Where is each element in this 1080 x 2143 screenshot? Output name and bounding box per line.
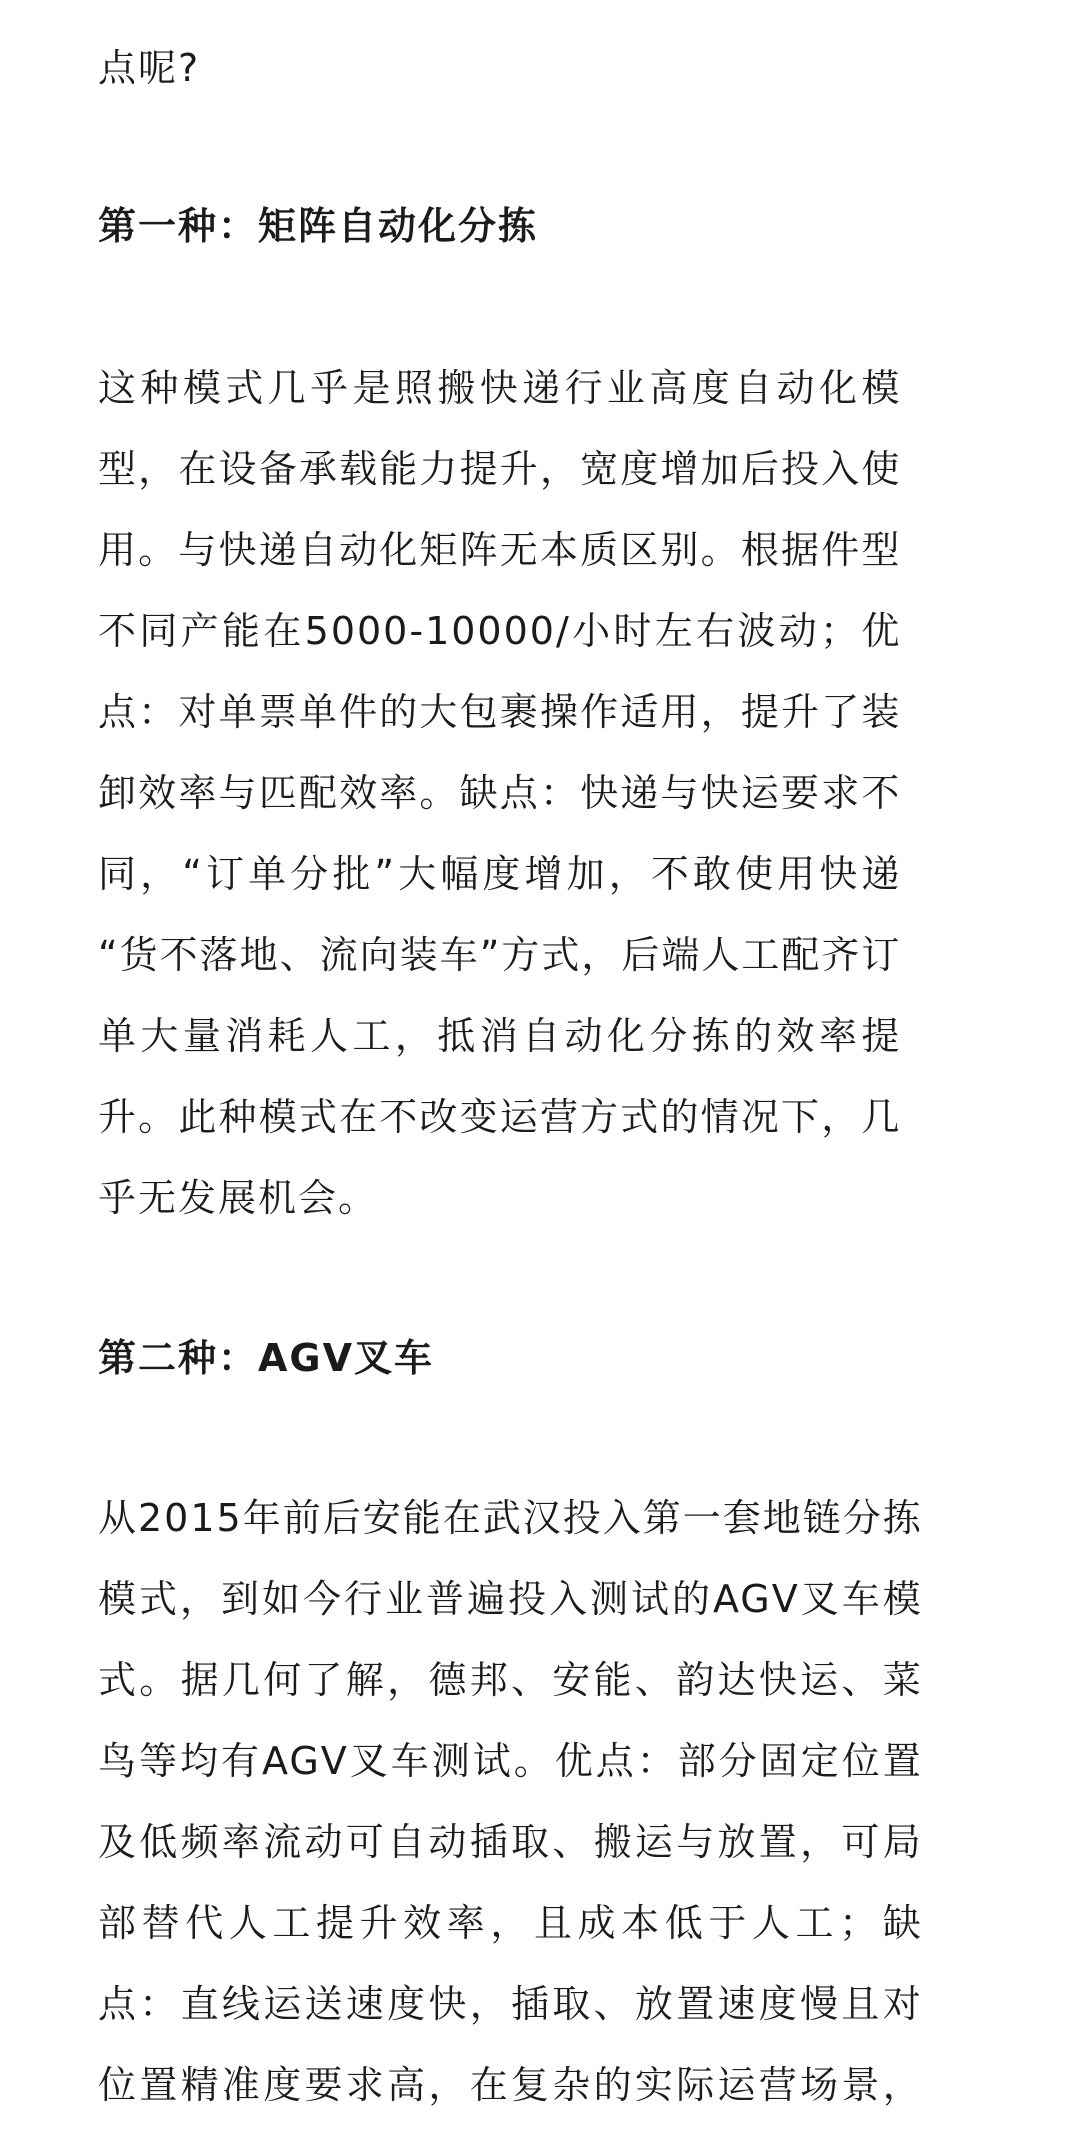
section-heading-agv-forklift: 第二种：AGV叉车 <box>98 1336 435 1380</box>
paragraph-line: 从2015年前后安能在武汉投入第一套地链分拣 <box>98 1496 923 1540</box>
paragraph-line: 鸟等均有AGV叉车测试。优点：部分固定位置 <box>98 1739 923 1783</box>
section-paragraph-matrix-sorting <box>98 348 901 1239</box>
paragraph-line: 型，在设备承载能力提升，宽度增加后投入使 <box>98 447 902 491</box>
paragraph-line: 同，“订单分批”大幅度增加，不敢使用快递 <box>98 852 902 896</box>
paragraph-line: 点呢? <box>98 46 201 90</box>
paragraph-line: 式。据几何了解，德邦、安能、韵达快运、菜 <box>98 1658 923 1702</box>
intro-paragraph-tail <box>98 28 200 109</box>
paragraph-line: “货不落地、流向装车”方式，后端人工配齐订 <box>98 933 902 977</box>
paragraph-line: 单大量消耗人工，抵消自动化分拣的效率提 <box>98 1014 902 1058</box>
paragraph-line: 点：对单票单件的大包裹操作适用，提升了装 <box>98 690 902 734</box>
paragraph-line: 用。与快递自动化矩阵无本质区别。根据件型 <box>98 528 902 572</box>
paragraph-line: 升。此种模式在不改变运营方式的情况下，几 <box>98 1095 902 1139</box>
section-paragraph-agv-forklift <box>98 1478 923 2126</box>
section-heading-matrix-sorting: 第一种：矩阵自动化分拣 <box>98 204 539 248</box>
paragraph-line: 不同产能在5000-10000/小时左右波动；优 <box>98 609 902 653</box>
paragraph-line: 部替代人工提升效率，且成本低于人工；缺 <box>98 1901 923 1945</box>
paragraph-line: 乎无发展机会。 <box>98 1176 379 1220</box>
paragraph-line: 位置精准度要求高，在复杂的实际运营场景， <box>98 2063 923 2107</box>
paragraph-line: 这种模式几乎是照搬快递行业高度自动化模 <box>98 366 902 410</box>
paragraph-line: 及低频率流动可自动插取、搬运与放置，可局 <box>98 1820 923 1864</box>
paragraph-line: 模式，到如今行业普遍投入测试的AGV叉车模 <box>98 1577 923 1621</box>
paragraph-line: 卸效率与匹配效率。缺点：快递与快运要求不 <box>98 771 902 815</box>
paragraph-line: 点：直线运送速度快，插取、放置速度慢且对 <box>98 1982 923 2026</box>
